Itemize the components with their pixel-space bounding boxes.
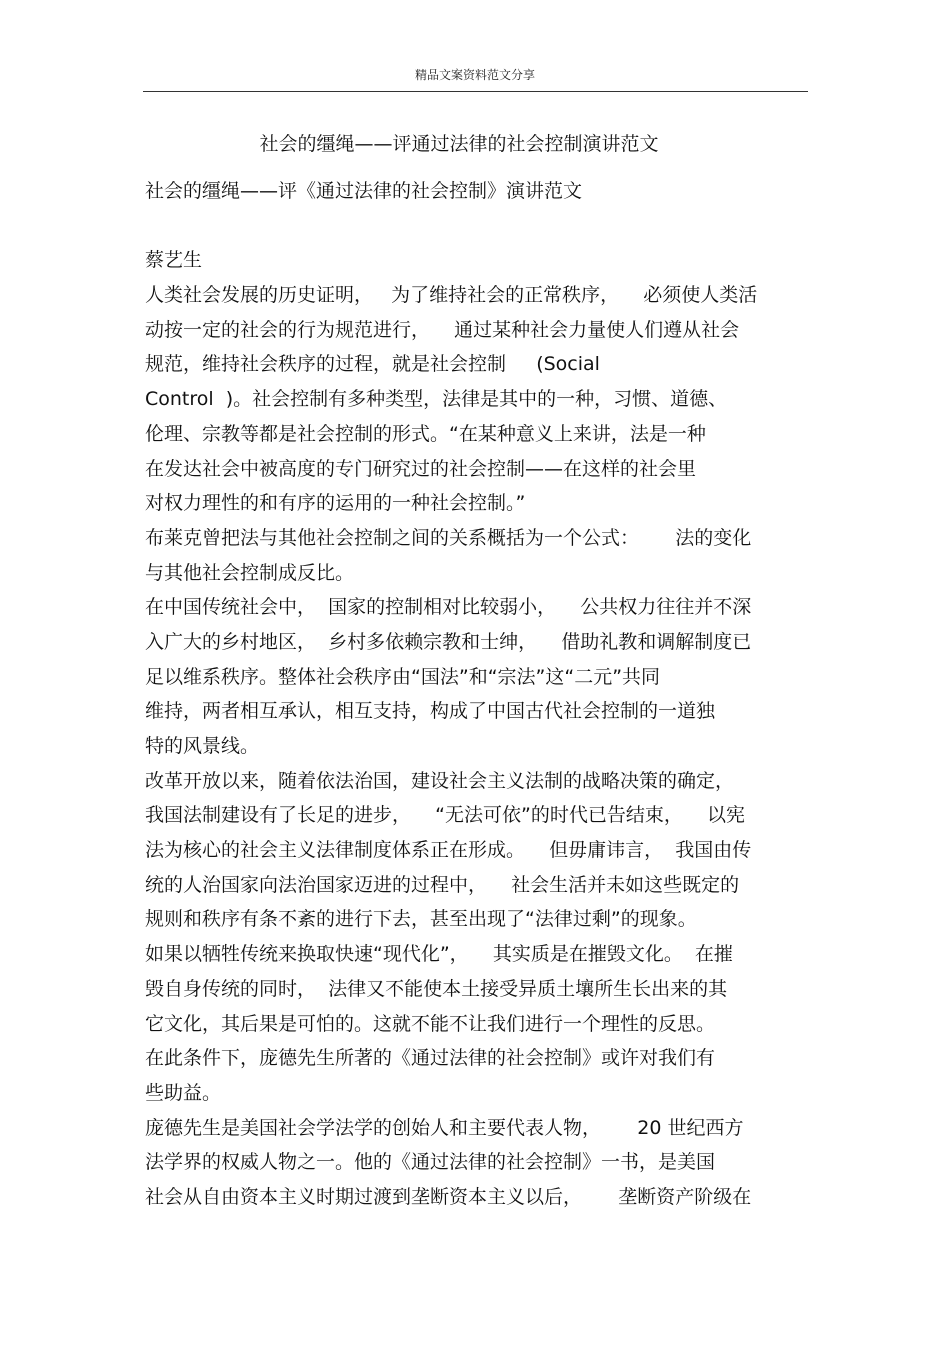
document-body — [145, 174, 815, 1215]
body-line: 在中国传统社会中， 国家的控制相对比较弱小， 公共权力往往并不深 — [145, 596, 752, 619]
body-line: 规范，维持社会秩序的过程，就是社会控制 (Social — [145, 353, 600, 376]
header-divider — [143, 91, 808, 92]
body-line: 在发达社会中被高度的专门研究过的社会控制——在这样的社会里 — [145, 457, 697, 480]
body-line: 规则和秩序有条不紊的进行下去，甚至出现了“法律过剩”的现象。 — [145, 908, 697, 931]
body-line: 些助益。 — [145, 1081, 222, 1104]
body-line: 入广大的乡村地区， 乡村多依赖宗教和士绅， 借助礼教和调解制度已 — [145, 630, 752, 653]
body-line: Control )。社会控制有多种类型，法律是其中的一种，习惯、道德、 — [145, 388, 728, 411]
body-line: 与其他社会控制成反比。 — [145, 561, 355, 584]
body-line: 法学界的权威人物之一。他的《通过法律的社会控制》一书，是美国 — [145, 1151, 716, 1174]
body-line: 法为核心的社会主义法律制度体系正在形成。 但毋庸讳言， 我国由传 — [145, 839, 752, 862]
author-name: 蔡艺生 — [145, 249, 203, 272]
document-title: 社会的缰绳——评通过法律的社会控制演讲范文 — [259, 133, 659, 155]
body-line: 特的风景线。 — [145, 735, 260, 757]
body-line: 维持，两者相互承认，相互支持，构成了中国古代社会控制的一道独 — [145, 700, 716, 723]
body-line: 毁自身传统的同时， 法律又不能使本土接受异质土壤所生长出来的其 — [145, 977, 728, 1000]
body-line: 伦理、宗教等都是社会控制的形式。“在某种意义上来讲，法是一种 — [145, 422, 706, 445]
body-line: 布莱克曾把法与其他社会控制之间的关系概括为一个公式： 法的变化 — [145, 526, 752, 549]
body-line: 它文化，其后果是可怕的。这就不能不让我们进行一个理性的反思。 — [145, 1012, 716, 1035]
body-line: 人类社会发展的历史证明， 为了维持社会的正常秩序， 必须使人类活 — [145, 284, 758, 307]
body-line: 如果以牺牲传统来换取快速“现代化”， 其实质是在摧毁文化。 在摧 — [145, 943, 733, 966]
body-line: 对权力理性的和有序的运用的一种社会控制。” — [145, 492, 526, 515]
body-line: 庞德先生是美国社会学法学的创始人和主要代表人物， 20 世纪西方 — [145, 1116, 744, 1139]
document-subtitle: 社会的缰绳——评《通过法律的社会控制》演讲范文 — [145, 180, 583, 202]
body-line: 改革开放以来，随着依法治国，建设社会主义法制的战略决策的确定， — [145, 769, 735, 792]
body-line: 在此条件下，庞德先生所著的《通过法律的社会控制》或许对我们有 — [145, 1047, 716, 1070]
body-line: 我国法制建设有了长足的进步， “无法可依”的时代已告结束， 以宪 — [145, 804, 746, 827]
body-line: 社会从自由资本主义时期过渡到垄断资本主义以后， 垄断资产阶级在 — [145, 1185, 752, 1208]
body-line: 足以维系秩序。整体社会秩序由“国法”和“宗法”这“二元”共同 — [145, 665, 661, 688]
blank-line — [145, 209, 815, 244]
page-header: 精品文案资料范文分享 — [414, 68, 535, 82]
body-line: 动按一定的社会的行为规范进行， 通过某种社会力量使人们遵从社会 — [145, 318, 740, 341]
body-line: 统的人治国家向法治国家迈进的过程中， 社会生活并未如这些既定的 — [145, 873, 740, 896]
